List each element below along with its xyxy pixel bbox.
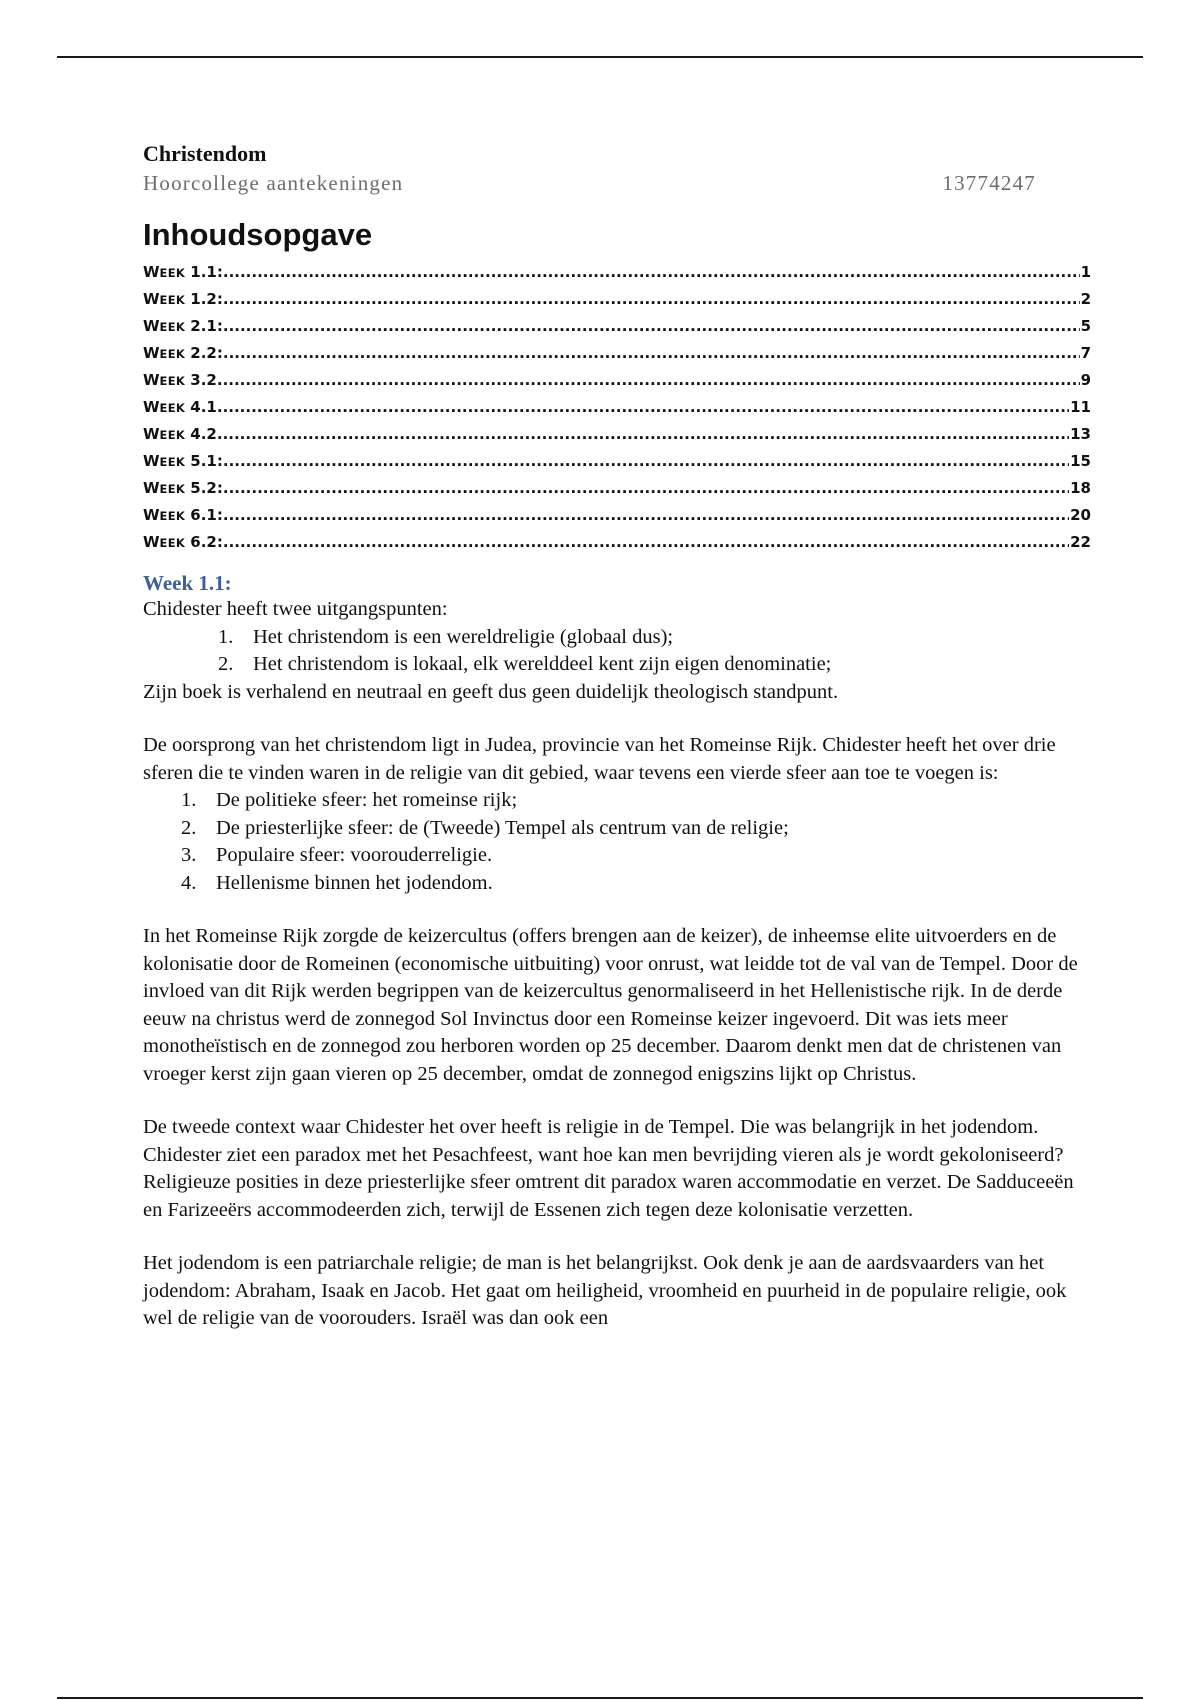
paragraph: De tweede context waar Chidester het over heeft is religie in de Tempel. Die was belangrijk in het jodendom. Chidester ziet een paradox met het Pesachfeest, want hoe kan men bevrijding vieren als je wordt gekoloniseerd? Religieuze posities in deze priesterlijke sfeer omtrent dit paradox waren accommodatie en verzet. De Sadduceeën en Farizeeërs accommodeerden zich, terwijl de Essenen zich tegen deze kolonisatie verzetten. [143, 1116, 1074, 1221]
list-item: 2. De priesterlijke sfeer: de (Tweede) Tempel als centrum van de religie; [181, 816, 789, 839]
toc-dot-leader [217, 425, 1069, 443]
paragraph: Het jodendom is een patriarchale religie; de man is het belangrijkst. Ook denk je aan de aardsvaarders van het jodendom: Abraham, Isaak en Jacob. Het gaat om heiligheid, vroomheid en puurheid in de populaire religie, ook wel de religie van de voorouders. Israël was dan ook een [143, 1252, 1067, 1329]
page-content [143, 140, 1093, 1333]
toc-entry-label: WEEK 1.2: [143, 290, 223, 308]
toc-dot-leader [217, 371, 1080, 389]
toc-entry-page: 20 [1070, 506, 1091, 524]
list-item: 1. De politieke sfeer: het romeinse rijk; [181, 789, 518, 811]
toc-entry-page: 13 [1070, 425, 1091, 443]
toc-entry[interactable] [143, 263, 1091, 290]
toc-entry-label: WEEK 2.1: [143, 317, 223, 335]
toc-entry-label: WEEK 2.2: [143, 344, 223, 362]
toc-entry-label: WEEK 4.1 [143, 398, 217, 416]
toc-entry-label: WEEK 6.2: [143, 533, 223, 551]
toc-entry-label: WEEK 4.2 [143, 425, 217, 443]
section-heading-week-1-1: Week 1.1: [143, 571, 232, 595]
toc-entry-label: WEEK 1.1: [143, 263, 223, 281]
toc-dot-leader [223, 290, 1080, 308]
toc-entry-page: 5 [1080, 317, 1091, 335]
toc-entry-page: 15 [1070, 452, 1091, 470]
toc-entry-label: WEEK 3.2 [143, 371, 217, 389]
toc-entry[interactable] [143, 506, 1091, 533]
toc-dot-leader [223, 452, 1069, 470]
list-item: 1. Het christendom is een wereldreligie (globaal dus); [218, 625, 674, 648]
toc-dot-leader [223, 479, 1069, 497]
bottom-rule [57, 1697, 1143, 1699]
toc-entry-label: WEEK 5.2: [143, 479, 223, 497]
toc-heading: Inhoudsopgave [143, 217, 373, 252]
intro-paragraph: Chidester heeft twee uitgangspunten: [143, 598, 448, 620]
toc-entry-label: WEEK 5.1: [143, 452, 223, 470]
toc-entry[interactable] [143, 533, 1091, 560]
toc-entry-page: 2 [1080, 290, 1091, 308]
paragraph: In het Romeinse Rijk zorgde de keizercultus (offers brengen aan de keizer), de inheemse elite uitvoerders en de kolonisatie door de Romeinen (economische uitbuiting) voor onrust, wat leidde tot de val van de Tempel. Door de invloed van dit Rijk werden begrippen van de keizercultus genormaliseerd in het Hellenistische rijk. In de derde eeuw na christus werd de zonnegod Sol Invinctus door een Romeinse keizer ingevoerd. Dit was iets meer monotheïstisch en de zonnegod zou herboren worden op 25 december. Daarom denkt men dat de christenen van vroeger kerst zijn gaan vieren op 25 december, omdat de zonnegod enigszins lijkt op Christus. [143, 925, 1078, 1085]
toc-entry-page: 18 [1070, 479, 1091, 497]
toc-entry-page: 9 [1080, 371, 1091, 389]
toc-entry-page: 22 [1070, 533, 1091, 551]
toc-dot-leader [223, 263, 1080, 281]
toc-entry[interactable] [143, 317, 1091, 344]
toc-entry[interactable] [143, 371, 1091, 398]
table-of-contents [143, 263, 1091, 560]
spheres-list [143, 787, 1093, 897]
toc-entry[interactable] [143, 398, 1091, 425]
top-rule [57, 56, 1143, 58]
toc-entry-page: 7 [1080, 344, 1091, 362]
document-title: Christendom [143, 141, 267, 166]
paragraph: Zijn boek is verhalend en neutraal en geeft dus geen duidelijk theologisch standpunt. [143, 680, 839, 703]
toc-entry-page: 1 [1080, 263, 1091, 281]
toc-entry-page: 11 [1070, 398, 1091, 416]
toc-entry-label: WEEK 6.1: [143, 506, 223, 524]
toc-dot-leader [223, 317, 1080, 335]
list-item: 4. Hellenisme binnen het jodendom. [181, 871, 493, 894]
toc-dot-leader [217, 398, 1069, 416]
toc-dot-leader [223, 344, 1080, 362]
paragraph: De oorsprong van het christendom ligt in Judea, provincie van het Romeinse Rijk. Chidester heeft het over drie sferen die te vinden waren in de religie van dit gebied, waar tevens een vierde sfeer aan toe te voegen is: [143, 734, 1056, 784]
toc-entry[interactable] [143, 344, 1091, 371]
list-item: 2. Het christendom is lokaal, elk werelddeel kent zijn eigen denominatie; [218, 653, 832, 675]
toc-entry[interactable] [143, 290, 1091, 317]
subtitle-row [143, 169, 1036, 197]
toc-entry[interactable] [143, 425, 1091, 452]
toc-entry[interactable] [143, 479, 1091, 506]
toc-dot-leader [223, 506, 1069, 524]
toc-entry[interactable] [143, 452, 1091, 479]
document-subtitle: Hoorcollege aantekeningen [143, 171, 404, 195]
student-number: 13774247 [942, 171, 1036, 195]
toc-dot-leader [223, 533, 1069, 551]
list-item: 3. Populaire sfeer: voorouderreligie. [181, 844, 493, 866]
starting-points-list [143, 624, 1093, 679]
